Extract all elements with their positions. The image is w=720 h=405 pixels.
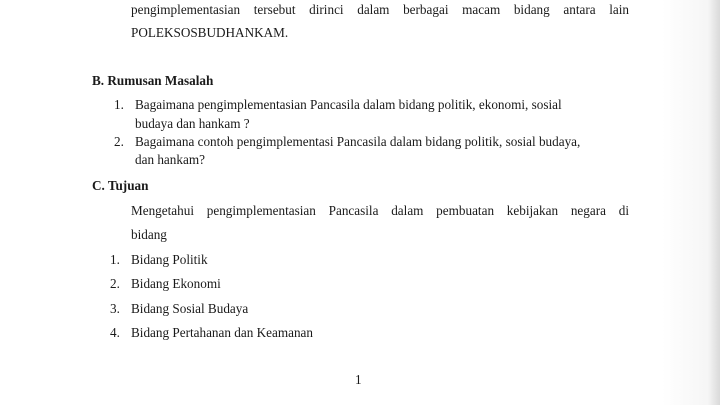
rumusan-item-1-line-1: Bagaimana pengimplementasian Pancasila dalam bidang politik, ekonomi, sosial [135,97,562,112]
intro-line-2: POLEKSOSBUDHANKAM. [131,25,289,40]
rumusan-item-2-line-1: Bagaimana contoh pengimplementasi Pancasila dalam bidang politik, sosial budaya, [135,134,581,149]
tujuan-item-1-text: Bidang Politik [131,252,208,267]
tujuan-item-1-number: 1. [110,252,120,267]
section-c-heading: C. Tujuan [92,178,149,193]
section-b-heading: B. Rumusan Masalah [92,73,214,88]
tujuan-item-2-text: Bidang Ekonomi [131,276,221,291]
page-edge-shadow [708,0,720,405]
tujuan-paragraph-line-2: bidang [131,227,167,242]
intro-line-1: pengimplementasian tersebut dirinci dalam berbagai macam bidang antara lain [131,2,629,17]
rumusan-item-1-number: 1. [114,97,124,112]
tujuan-paragraph-line-1: Mengetahui pengimplementasian Pancasila dalam pembuatan kebijakan negara di [131,203,629,218]
rumusan-item-2-number: 2. [114,134,124,149]
tujuan-item-4-text: Bidang Pertahanan dan Keamanan [131,325,313,340]
tujuan-item-4-number: 4. [110,325,120,340]
tujuan-item-2-number: 2. [110,276,120,291]
tujuan-item-3-number: 3. [110,301,120,316]
tujuan-item-3-text: Bidang Sosial Budaya [131,301,249,316]
rumusan-item-2-line-2: dan hankam? [135,152,205,167]
rumusan-item-1-line-2: budaya dan hankam ? [135,116,250,131]
page-number: 1 [355,372,362,387]
